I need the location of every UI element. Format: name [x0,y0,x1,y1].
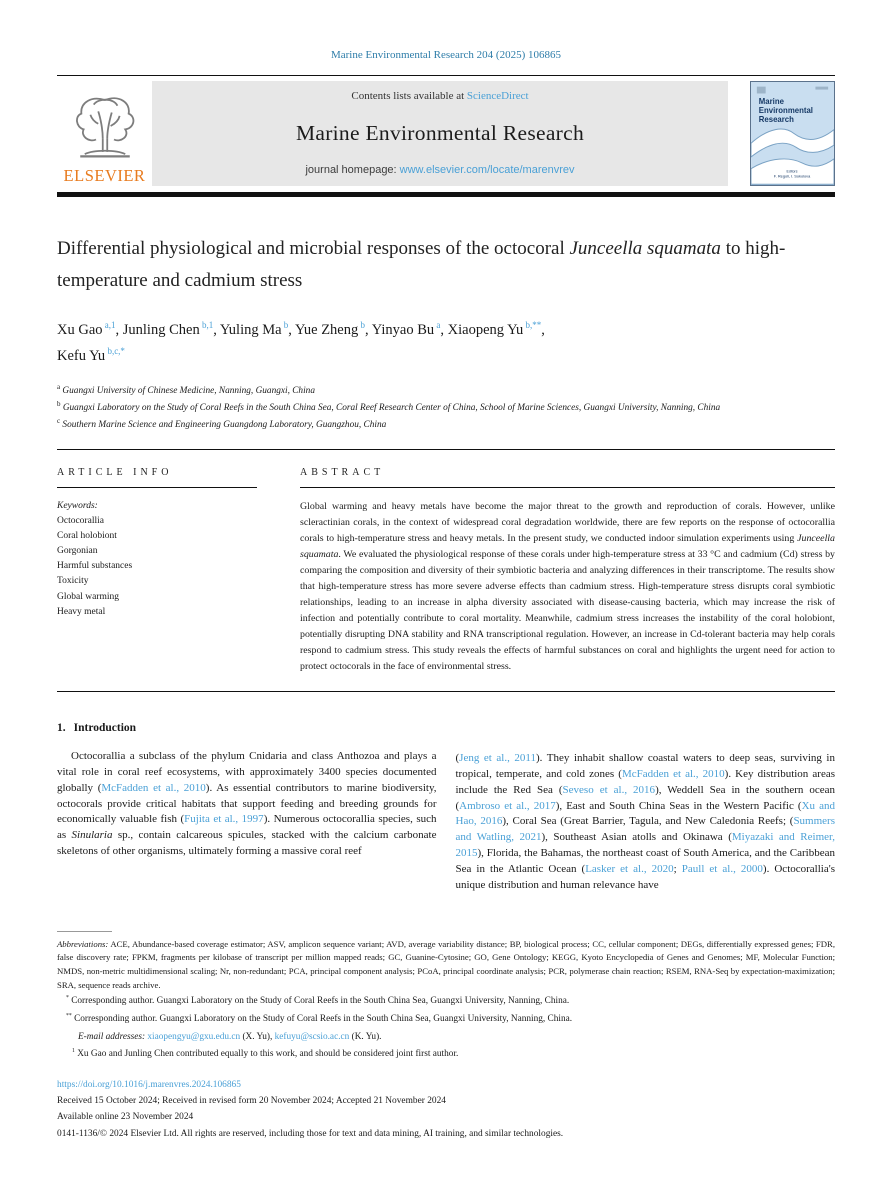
text-segment: . We evaluated the physiological response of these corals under high-temperature stress at 33 °C and cadmium (Cd) stress by comparing the composition and diversity of their symbiotic bacteria and analyzing differences in their transcriptome. The results show that high-temperature stress has more severe adverse effects than cadmium stress. High-temperature stress disrupts coral symbiotic relationships, leading to an increase in alpha diversity associated with disease-causing bacteria, which may increase the risk of infection and potentially contribute to coral mortality. Meanwhile, cadmium stress increases the instability of the coral holobiont, potentially disrupting DNA stability and RNA transcriptional regulation. However, an increase in Cd-tolerant bacteria may help corals respond to cadmium stress. This study reveals the effects of harmful substances on coral and highlights the urgent need for action to protect octocorals in the face of environmental stress. [300,548,835,672]
text-segment: ACE, Abundance-based coverage estimator; ASV, amplicon sequence variant; AVD, average variability distance; BP, biological process; CC, cellular component; DEGs, differentially expressed genes; FDR, false discovery rate; FPKM, fragments per kilobase of transcript per million mapped reads; GC, Guanine-Cytosine; GO, Gene Ontology; KEGG, Kyoto Encyclopedia of Genes and Genomes; MF, Molecular Function; NMDS, non-metric multidimensional scaling; Nr, non-redundant; PCA, principal component analysis; PCoA, principal coordinate analysis; PCR, polymerase chain reaction; RSEM, RNA-Seq by expectation-maximization; SRA, sequence reads archive. [57,938,835,991]
affiliation: $^b$ Guangxi Laboratory on the Study of Coral Reefs in the South China Sea, Coral Reef Research Center of China, School of Marine Sciences, Guangxi University, Nanning, China [57,399,721,413]
available-online-date: Available online 23 November 2024 [57,1112,194,1123]
homepage-prefix: journal homepage: [305,164,400,176]
citation-link[interactable]: Ambroso et al., 2017 [459,799,556,812]
text-segment: ). Key distribution areas include the Red Sea ( [455,767,835,796]
author-affiliation-sup: b,c,* [105,346,125,357]
divider [300,487,835,488]
introduction-heading [57,722,437,734]
cover-editors-label: Editors [786,169,798,174]
divider [57,487,257,488]
svg-text:Marine: Marine [758,97,784,107]
footnote-separator [57,931,112,932]
keyword: Toxicity [57,576,89,587]
author-name: Kefu Yu [57,347,106,364]
citation-link[interactable]: Fujita et al., 1997 [184,813,264,826]
author-affiliation-sup: b,1 [199,319,214,330]
citation-link[interactable]: McFadden et al., 2010 [621,767,725,780]
abbreviations-note [57,938,835,994]
cover-editors: F. Regoli, I. Sokolova [773,173,811,179]
abstract-text [300,499,835,676]
section-number: 1. [57,722,66,735]
journal-banner [152,81,728,186]
divider [57,75,835,76]
keyword: Harmful substances [57,561,133,572]
affiliation: $^c$ Southern Marine Science and Engineering Guangdong Laboratory, Guangzhou, China [57,416,387,430]
running-head-citation: Marine Environmental Research 204 (2025) 106865 [330,49,562,61]
text-segment: ). They inhabit shallow coastal waters to deep seas, surviving in tropical, temperate, and cold zones ( [455,752,835,780]
divider [57,691,835,692]
intro-paragraph-left [57,749,437,860]
author-affiliation-sup: a,1 [102,319,116,330]
text-segment: Octocorallia a subclass of the phylum Cnidaria and class Anthozoa and plays a vital role in coral reef ecosystems, with approximately 3400 species documented globally ( [57,750,437,794]
corresponding-author-note-1 [57,993,835,1011]
author-name: Xu Gao [57,321,103,338]
text-segment: (K. Yu). [349,1031,382,1042]
author-affiliation-sup: b,** [523,319,542,330]
authors-line: Xu Gao $^{a,1}$, Junling Chen $^{b,1}$, Yuling Ma $^b$, Yue Zheng $^b$, Yinyao Bu $^a$, Xiaopeng Yu $^{b,**}$, Kefu Yu $^{b,c,*}$ [57,319,545,364]
author-name: Yue Zheng [295,321,359,338]
text-segment: ), Florida, the Bahamas, the northeast coast of South America, and the Caribbean Sea in the Atlantic Ocean ( [455,847,835,875]
author-affiliation-sup: a [434,319,441,330]
article-info-column [57,467,257,676]
sciencedirect-link[interactable]: ScienceDirect [466,90,529,102]
keywords-list [57,514,257,620]
citation-link[interactable]: xiaopengyu@gxu.edu.cn [147,1031,241,1042]
citation-link[interactable]: Summers and Watling, 2021 [455,815,835,844]
text-segment: Sinularia [71,829,113,842]
text-segment: to high-temperature and cadmium stress [57,238,786,291]
abstract-heading: ABSTRACT [300,466,385,478]
journal-header [57,81,835,186]
citation-link[interactable]: Xu and Hao, 2016 [455,799,835,828]
text-segment: ), Coral Sea (Great Barrier, Tagula, and New Caledonia Reefs; ( [502,815,794,828]
text-segment: ** [66,1012,72,1019]
page [57,0,835,1142]
info-abstract-section [57,450,835,690]
text-segment: ), Weddell Sea in the southern ocean ( [455,783,835,812]
text-segment: ( [455,752,460,765]
text-segment: 1 [72,1048,75,1055]
contents-list-line [156,90,724,102]
intro-paragraph-right [456,751,836,893]
email-addresses-note [57,1029,835,1047]
citation-link[interactable]: McFadden et al., 2010 [101,781,206,794]
text-segment: Corresponding author. Guangxi Laboratory on the Study of Coral Reefs in the South China Sea, Guangxi University, Nanning, China. [71,1014,573,1025]
text-segment: ), East and South China Seas in the Western Pacific ( [555,799,802,812]
keyword: Coral holobiont [57,530,117,541]
author-affiliation-sup: b [281,319,289,330]
abstract-column [300,467,835,676]
keyword: Global warming [57,591,120,602]
introduction-section [57,722,835,893]
citation-link[interactable]: Paull et al., 2000 [681,862,763,875]
author-name: Yinyao Bu [371,321,435,338]
keyword: Gorgonian [57,546,98,557]
text-segment: Corresponding author. Guangxi Laboratory on the Study of Coral Reefs in the South China Sea, Guangxi University, Nanning, China. [68,996,570,1007]
intro-right-column [456,722,836,893]
text-segment: ), Southeast Asian atolls and Okinawa ( [541,831,732,844]
text-segment: ). As essential contributors to marine biodiversity, octocorals provide critical habitats that support feeding and breeding grounds for economically valuable fish ( [57,781,437,826]
homepage-line [156,164,724,176]
article-title [57,233,835,297]
text-segment: * [66,995,69,1002]
affiliation: $^a$ Guangxi University of Chinese Medicine, Nanning, Guangxi, China [57,383,315,397]
joint-first-author-note [57,1046,835,1064]
homepage-url-link[interactable]: www.elsevier.com/locate/marenvrev [399,164,575,176]
received-dates: Received 15 October 2024; Received in revised form 20 November 2024; Accepted 21 November 2024 [57,1096,446,1107]
article-info-heading: ARTICLE INFO [57,466,173,478]
text-segment: ). Numerous octocorallia species, such as [57,813,437,842]
author-name: Yuling Ma [219,321,282,338]
citation-link[interactable]: Jeng et al., 2011 [459,752,536,765]
text-segment: Abbreviations: [57,938,109,949]
section-title: Introduction [73,722,137,735]
affiliations [57,382,835,433]
citation-link[interactable]: Miyazaki and Reimer, 2015 [455,831,835,860]
svg-text:Environmental: Environmental [758,105,813,115]
elsevier-logo [57,81,152,186]
elsevier-wordmark: ELSEVIER [63,166,146,185]
keyword: Octocorallia [57,515,104,526]
text-segment: ). Octocorallia's unique distribution and human relevance have [455,862,835,891]
svg-text:Research: Research [758,114,794,124]
keyword: Heavy metal [57,606,106,617]
keywords-block [57,499,257,621]
text-segment: Xu Gao and Junling Chen contributed equally to this work, and should be considered joint first author. [74,1049,459,1060]
text-segment: ; [673,862,682,875]
citation-link[interactable]: kefuyu@scsio.ac.cn [274,1031,350,1042]
journal-cover-thumbnail [750,81,835,186]
divider-thick [57,192,835,197]
text-segment: Global warming and heavy metals have become the major threat to the growth and reproduction of corals. However, unlike scleractinian corals, in the context of widespread coral degradation worldwide, there are few reports on the response of octocorallia corals to high-temperature stress and heavy metals. In the present study, we conducted indoor simulation experiments using [300,500,835,544]
intro-left-column [57,722,437,893]
contents-prefix: Contents lists available at [351,90,467,102]
text-segment: E-mail addresses: [78,1031,146,1042]
elsevier-tree-icon [69,87,141,165]
journal-title: Marine Environmental Research [295,120,585,145]
citation-link[interactable]: Seveso et al., 2016 [562,783,656,796]
keywords-label: Keywords: [57,500,98,511]
text-segment: Differential physiological and microbial responses of the octocoral [57,238,570,259]
article-history-block [57,1077,835,1142]
journal-cover-art [751,82,834,185]
author-name: Junling Chen [122,321,200,338]
text-segment: Junceella squamata [569,238,721,259]
author-name: Xiaopeng Yu [447,321,524,338]
doi-link[interactable]: https://doi.org/10.1016/j.marenvres.2024.106865 [57,1080,241,1091]
copyright-line: 0141-1136/© 2024 Elsevier Ltd. All rights are reserved, including those for text and data mining, AI training, and similar technologies. [57,1128,564,1139]
text-segment: (X. Yu), [240,1031,275,1042]
text-segment: sp., contain calcareous spicules, stacked with the calcium carbonate skeletons of other organisms, ultimately forming a massive coral reef [57,829,437,858]
author-affiliation-sup: b [358,319,365,330]
text-segment: Junceella squamata [300,532,835,560]
corresponding-author-note-2 [57,1011,835,1029]
citation-link[interactable]: Lasker et al., 2020 [585,862,674,875]
